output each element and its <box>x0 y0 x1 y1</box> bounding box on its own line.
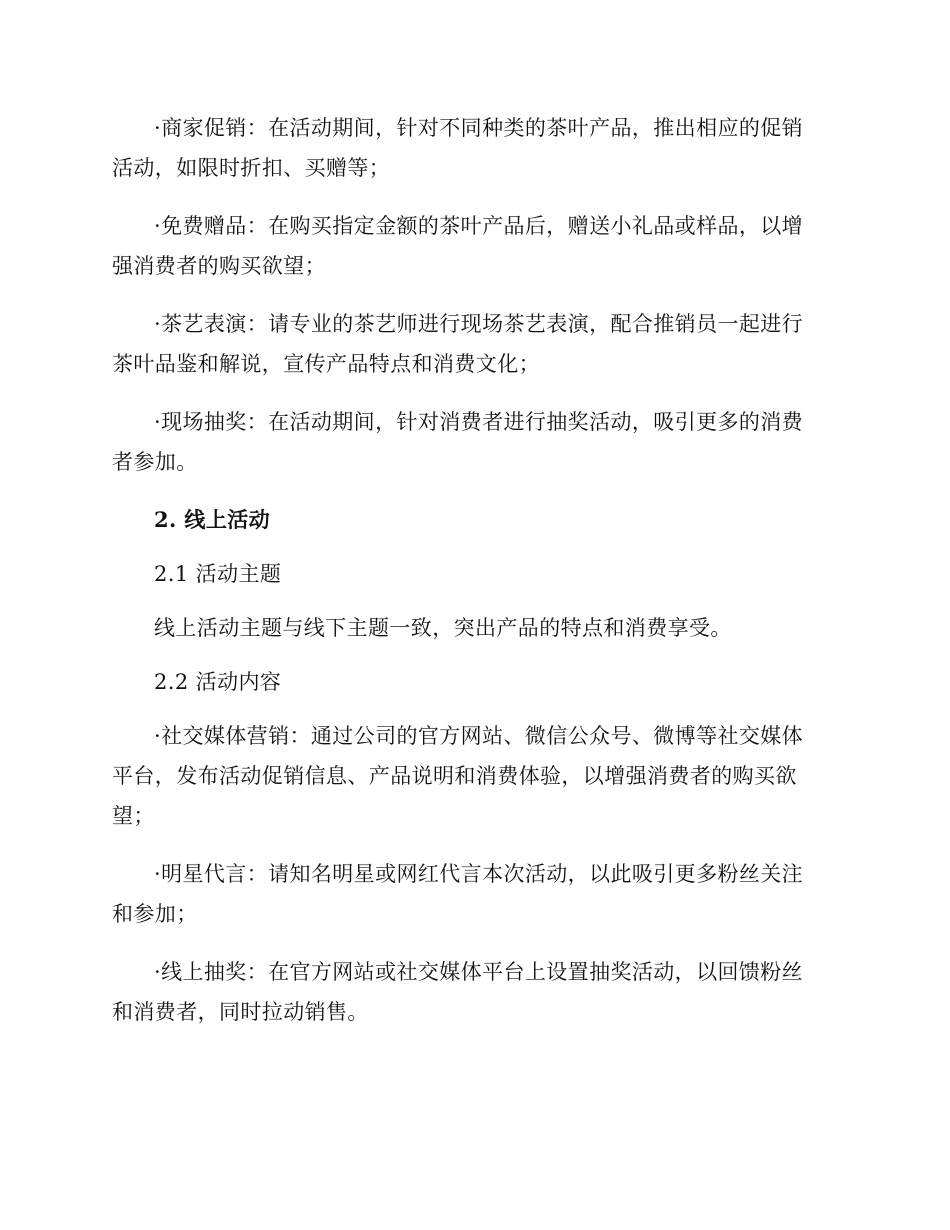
paragraph-tea-art-show: ·茶艺表演：请专业的茶艺师进行现场茶艺表演，配合推销员一起进行茶叶品鉴和解说，宣传产品特点和消费文化； <box>112 312 804 376</box>
subheading-activity-theme: 2.1 活动主题 <box>154 562 282 586</box>
list-item-online-lottery: ·线上抽奖：在官方网站或社交媒体平台上设置抽奖活动，以回馈粉丝和消费者，同时拉动销售。 <box>112 960 804 1024</box>
section-heading-online-activity: 2. 线上活动 <box>154 507 271 532</box>
paragraph-onsite-lottery: ·现场抽奖：在活动期间，针对消费者进行抽奖活动，吸引更多的消费者参加。 <box>112 410 804 474</box>
paragraph-free-gift: ·免费赠品：在购买指定金额的茶叶产品后，赠送小礼品或样品，以增强消费者的购买欲望； <box>112 214 804 278</box>
paragraph-merchant-promotion: ·商家促销：在活动期间，针对不同种类的茶叶产品，推出相应的促销活动，如限时折扣、买赠等； <box>112 116 804 180</box>
paragraph-activity-theme: 线上活动主题与线下主题一致，突出产品的特点和消费享受。 <box>154 616 732 640</box>
subheading-activity-content: 2.2 活动内容 <box>154 670 282 694</box>
list-item-celebrity-endorsement: ·明星代言：请知名明星或网红代言本次活动，以此吸引更多粉丝关注和参加； <box>112 862 804 926</box>
document-body <box>112 108 822 1050</box>
list-item-social-media: ·社交媒体营销：通过公司的官方网站、微信公众号、微博等社交媒体平台，发布活动促销信息、产品说明和消费体验，以增强消费者的购买欲望； <box>112 724 804 828</box>
